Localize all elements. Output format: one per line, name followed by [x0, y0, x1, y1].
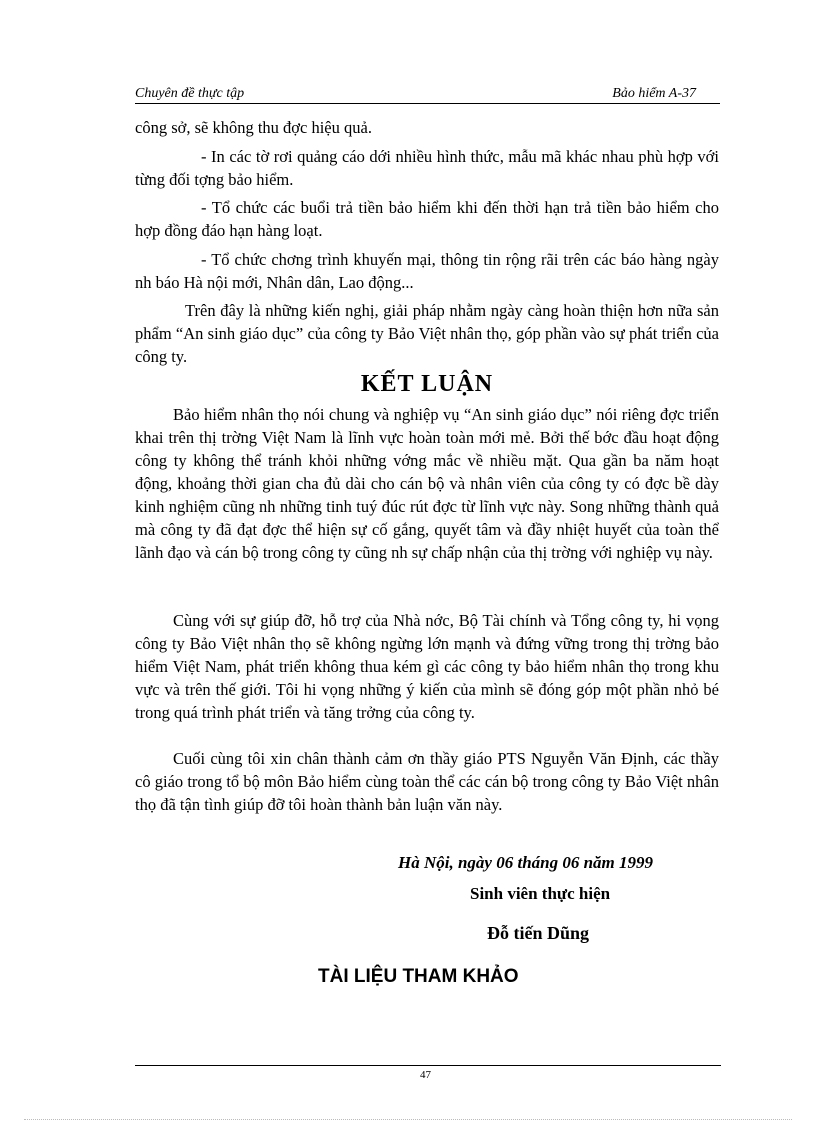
- paragraph-summary: Trên đây là những kiến nghị, giải pháp nhằm ngày càng hoàn thiện hơn nữa sản phẩm “An sinh giáo dục” của công ty Bảo Việt nhân thọ, góp phần vào sự phát triển của công ty.: [135, 301, 719, 366]
- paragraph-conclusion-1: Bảo hiểm nhân thọ nói chung và nghiệp vụ “An sinh giáo dục” nói riêng đợc triển khai trên thị trờng Việt Nam là lĩnh vực hoàn toàn mới mẻ. Bởi thế bớc đầu hoạt động công ty không thể tránh khỏi những vớng mắc về nhiều mặt. Qua gần ba năm hoạt động, khoảng thời gian cha đủ dài cho cán bộ và nhân viên của công ty có đợc bề dày kinh nghiệm cũng nh những tinh tuý đúc rút đợc từ lĩnh vực này. Song những thành quả mà công ty đã đạt đợc thể hiện sự cố gắng, quyết tâm và đầy nhiệt huyết của toàn thể lãnh đạo và cán bộ trong công ty cũng nh sự chấp nhận của thị trờng với nghiệp vụ này.: [135, 405, 719, 562]
- page-bottom-dotted-edge: [24, 1119, 792, 1120]
- page-header: [135, 85, 720, 104]
- paragraph-thanks: Cuối cùng tôi xin chân thành cảm ơn thầy giáo PTS Nguyễn Văn Định, các thầy cô giáo trong tổ bộ môn Bảo hiểm cùng toàn thể các cán bộ trong công ty Bảo Việt nhân thọ đã tận tình giúp đỡ tôi hoàn thành bản luận văn này.: [135, 749, 719, 814]
- references-title: TÀI LIỆU THAM KHẢO: [318, 966, 519, 987]
- signature-role: Sinh viên thực hiện: [470, 884, 611, 903]
- footer-divider: [135, 1065, 721, 1066]
- signature-name: Đỗ tiến Dũng: [487, 923, 590, 943]
- signature-date: Hà Nội, ngày 06 tháng 06 năm 1999: [398, 853, 654, 872]
- header-right-title: Bảo hiểm A-37: [612, 86, 696, 101]
- section-title-conclusion: KẾT LUẬN: [360, 371, 494, 397]
- header-left-title: Chuyên đề thực tập: [135, 86, 245, 101]
- paragraph-conclusion-2: Cùng với sự giúp đỡ, hỗ trợ của Nhà nớc, Bộ Tài chính và Tổng công ty, hi vọng công ty Bảo Việt nhân thọ sẽ không ngừng lớn mạnh và đứng vững trong thị trờng bảo hiểm Việt Nam, phát triển không thua kém gì các công ty bảo hiểm nhân thọ trong khu vực và trên thế giới. Tôi hi vọng những ý kiến của mình sẽ đóng góp một phần nhỏ bé trong quá trình phát triển và tăng trởng của công ty.: [135, 611, 719, 722]
- paragraph-bullet-promotions: - Tổ chức chơng trình khuyến mại, thông tin rộng rãi trên các báo hàng ngày nh báo Hà nội mới, Nhân dân, Lao động...: [135, 250, 719, 292]
- paragraph-bullet-payouts: - Tổ chức các buổi trả tiền bảo hiểm khi đến thời hạn trả tiền bảo hiểm cho hợp đồng đáo hạn hàng loạt.: [135, 198, 719, 240]
- page-number: 47: [420, 1069, 431, 1081]
- paragraph-continuation: công sở, sẽ không thu đợc hiệu quả.: [135, 118, 372, 137]
- paragraph-bullet-leaflets: - In các tờ rơi quảng cáo dới nhiều hình thức, mẫu mã khác nhau phù hợp với từng đối tợng bảo hiểm.: [135, 147, 719, 189]
